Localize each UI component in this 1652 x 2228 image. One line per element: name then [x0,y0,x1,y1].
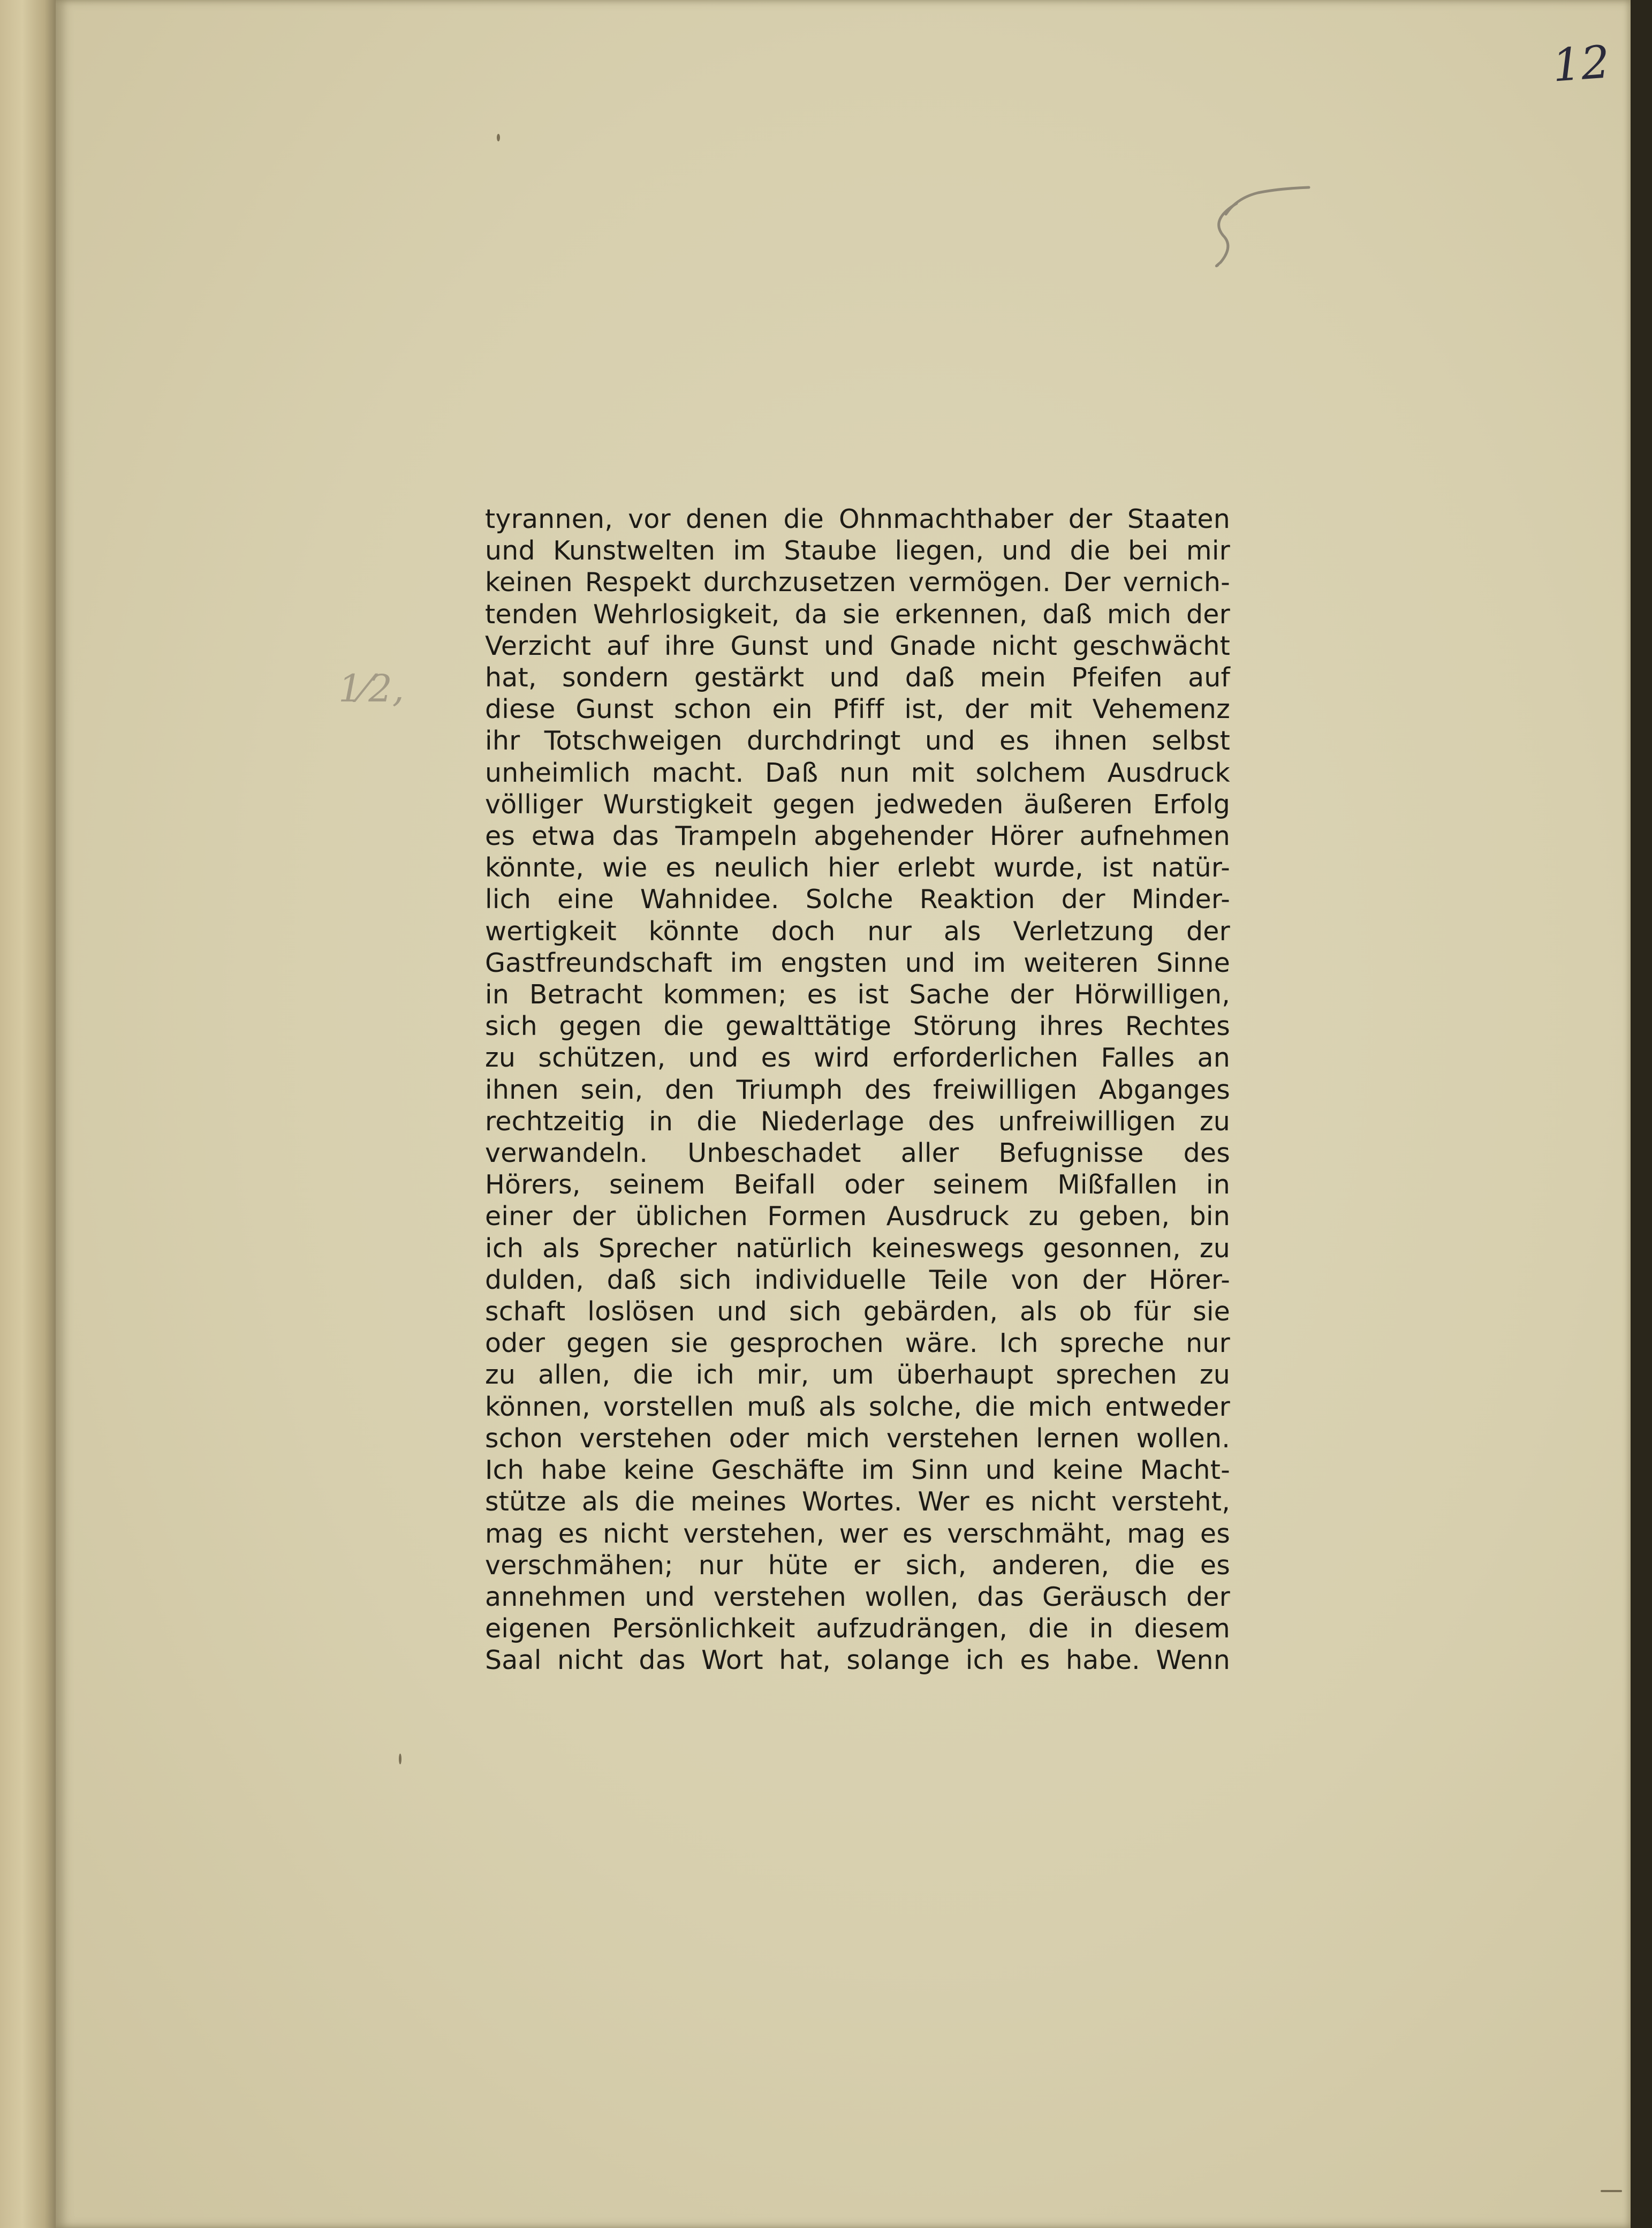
paper-speck [1601,2190,1622,2192]
text-line: Saal nicht das Wort hat, solange ich es habe. Wenn [485,1645,1230,1676]
page-number: 12 [1550,35,1612,92]
text-line: eigenen Persönlichkeit aufzudrängen, die in diesem [485,1613,1230,1644]
text-line: ihnen sein, den Triumph des freiwilligen Abganges [485,1074,1230,1105]
text-line: Gastfreundschaft im engsten und im weiteren Sinne [485,947,1230,978]
text-line: in Betracht kommen; es ist Sache der Hörwilligen, [485,979,1230,1010]
text-line: und Kunstwelten im Staube liegen, und die bei mir [485,535,1230,567]
text-line: mag es nicht verstehen, wer es verschmäht, mag es [485,1518,1230,1549]
text-line: schon verstehen oder mich verstehen lernen wollen. [485,1423,1230,1454]
text-line: diese Gunst schon ein Pfiff ist, der mit Vehemenz [485,694,1230,725]
book-spine [0,0,56,2228]
text-line: dulden, daß sich individuelle Teile von der Hörer- [485,1264,1230,1295]
text-line: Ich habe keine Geschäfte im Sinn und keine Macht- [485,1455,1230,1486]
text-line: völliger Wurstigkeit gegen jedweden äußeren Erfolg [485,789,1230,820]
text-line: schaft loslösen und sich gebärden, als ob für sie [485,1296,1230,1327]
text-line: keinen Respekt durchzusetzen vermögen. Der vernich- [485,567,1230,598]
text-line: Hörers, seinem Beifall oder seinem Mißfallen in [485,1169,1230,1200]
text-line: zu allen, die ich mir, um überhaupt sprechen zu [485,1360,1230,1391]
text-line: sich gegen die gewalttätige Störung ihres Rechtes [485,1011,1230,1042]
body-text [485,503,1230,1676]
text-line: annehmen und verstehen wollen, das Geräusch der [485,1581,1230,1612]
text-line: rechtzeitig in die Niederlage des unfreiwilligen zu [485,1106,1230,1137]
text-line: wertigkeit könnte doch nur als Verletzung der [485,916,1230,947]
pencil-scribble-icon [1204,177,1312,284]
margin-pencil-note: 1⁄2, [338,667,405,711]
text-line: tyrannen, vor denen die Ohnmachthaber der Staaten [485,504,1230,534]
text-line: könnte, wie es neulich hier erlebt wurde, ist natür- [485,852,1230,883]
text-line: Verzicht auf ihre Gunst und Gnade nicht geschwächt [485,630,1230,661]
text-line: es etwa das Trampeln abgehender Hörer aufnehmen [485,821,1230,852]
text-line: ich als Sprecher natürlich keineswegs gesonnen, zu [485,1233,1230,1264]
text-line: oder gegen sie gesprochen wäre. Ich spreche nur [485,1328,1230,1359]
paper-speck [399,1754,401,1764]
text-line: verwandeln. Unbeschadet aller Befugnisse des [485,1138,1230,1169]
text-line: zu schützen, und es wird erforderlichen Falles an [485,1043,1230,1074]
text-line: hat, sondern gestärkt und daß mein Pfeifen auf [485,662,1230,693]
text-line: lich eine Wahnidee. Solche Reaktion der Minder- [485,884,1230,915]
page-edge-shadow [1631,0,1652,2228]
text-line: verschmähen; nur hüte er sich, anderen, die es [485,1550,1230,1581]
paper-speck [497,134,500,141]
text-line: ihr Totschweigen durchdringt und es ihnen selbst [485,726,1230,757]
text-line: einer der üblichen Formen Ausdruck zu geben, bin [485,1201,1230,1232]
text-line: tenden Wehrlosigkeit, da sie erkennen, daß mich der [485,599,1230,630]
text-line: können, vorstellen muß als solche, die mich entweder [485,1391,1230,1422]
text-line: stütze als die meines Wortes. Wer es nicht versteht, [485,1486,1230,1517]
text-line: unheimlich macht. Daß nun mit solchem Ausdruck [485,757,1230,788]
